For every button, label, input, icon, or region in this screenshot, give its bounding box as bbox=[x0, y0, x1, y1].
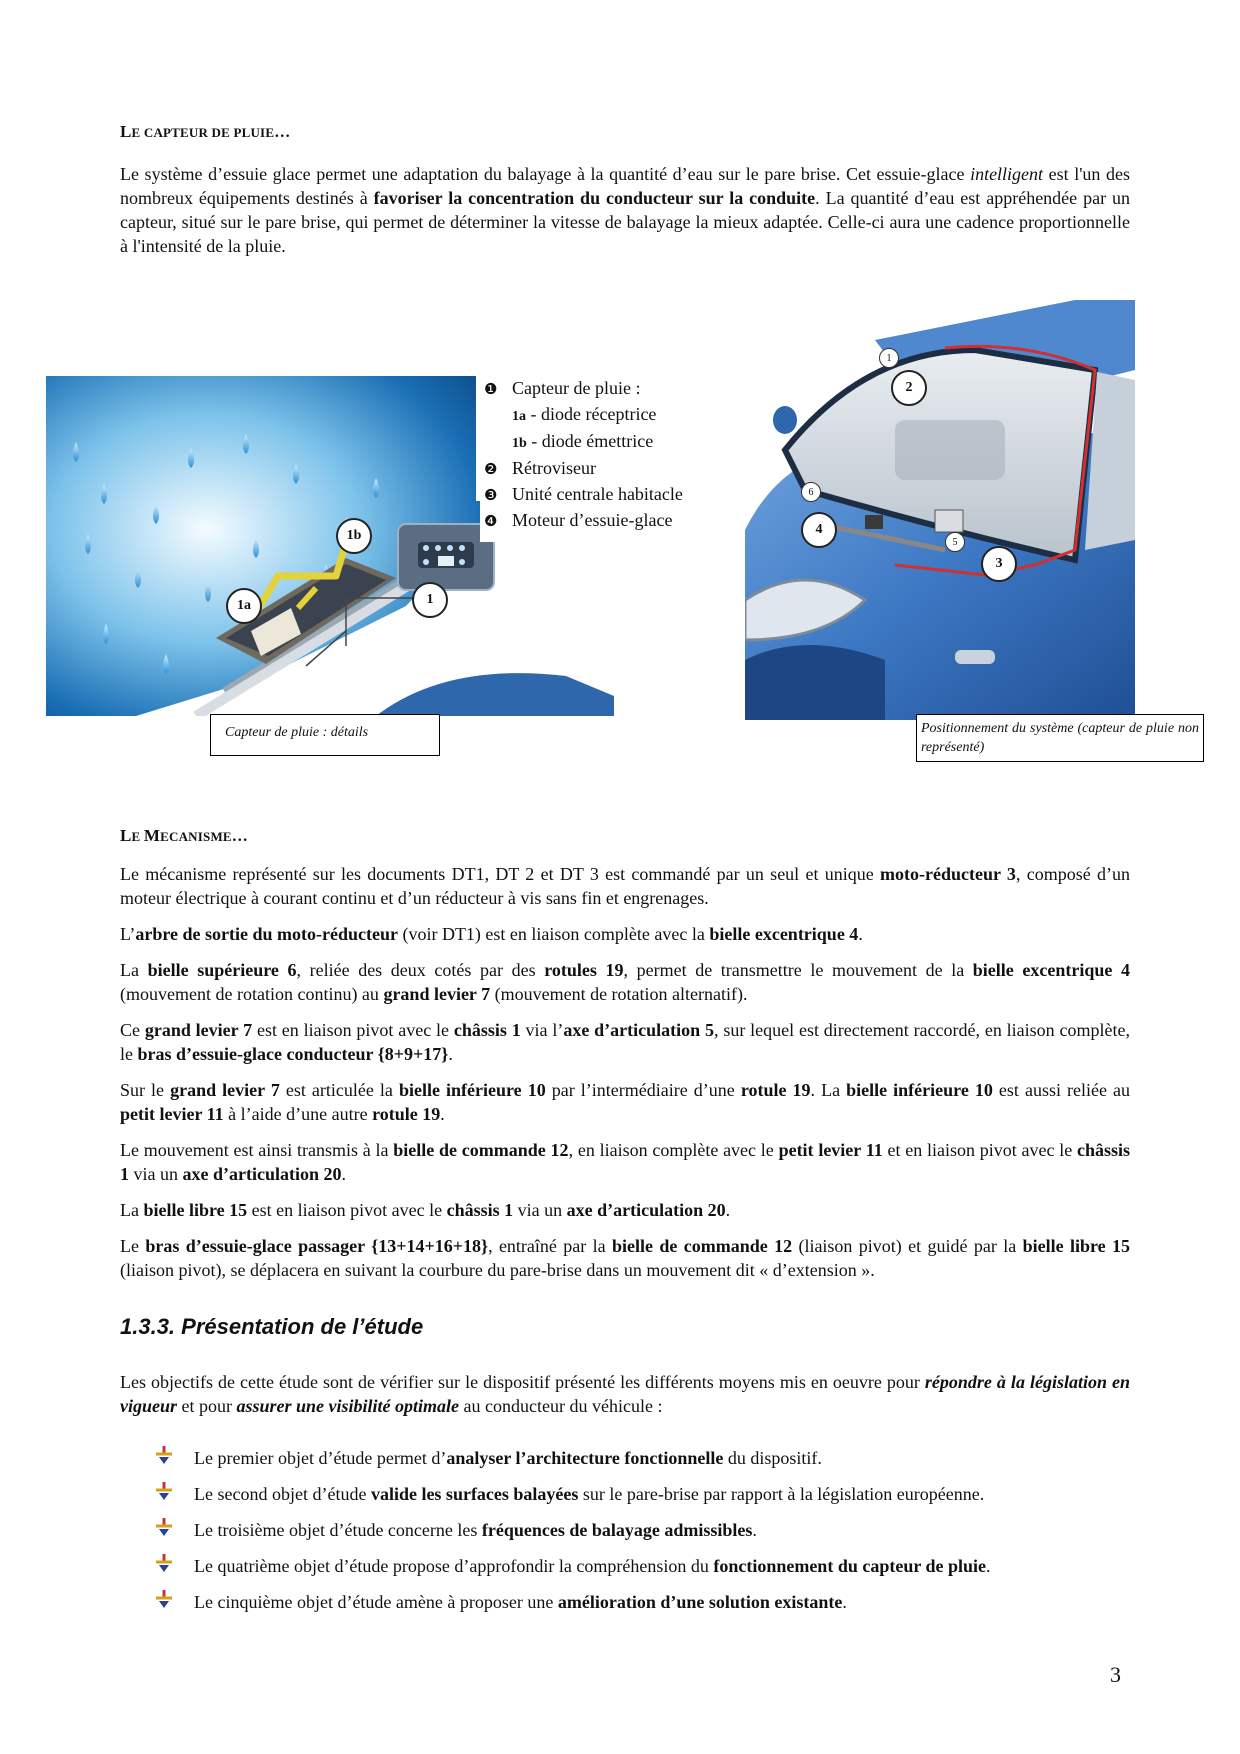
car-system-figure bbox=[745, 300, 1135, 720]
arrow-bullet-icon bbox=[156, 1482, 194, 1506]
callout-2: 2 bbox=[891, 370, 927, 406]
mechanism-paragraph: Le bras d’essuie-glace passager {13+14+16+18}, entraîné par la bielle de commande 12 (liaison pivot) et guidé par la bielle libre 15 (liaison pivot), se déplacera en suivant la courbure du pare-brise dans un mouvement dit « d’extension ». bbox=[120, 1236, 1130, 1280]
rain-sensor-intro: Le système d’essuie glace permet une adaptation du balayage à la quantité d’eau sur le pare brise. Cet essuie-glace intelligent est l'un des nombreux équipements destinés à favoriser la concentration du conducteur sur la conduite. La quantité d’eau est appréhendée par un capteur, situé sur le pare brise, qui permet de déterminer la vitesse de balayage la mieux adaptée. Celle-ci aura une cadence proportionnelle à l'intensité de la pluie. bbox=[120, 164, 1131, 256]
section-heading-rain-sensor: LE CAPTEUR DE PLUIE… bbox=[120, 122, 291, 141]
arrow-bullet-icon bbox=[156, 1518, 194, 1542]
list-item: Le premier objet d’étude permet d’analyser l’architecture fonctionnelle du dispositif. bbox=[156, 1446, 1136, 1470]
legend-sub-1a: 1a - diode réceptrice bbox=[512, 404, 657, 424]
mechanism-paragraph: La bielle libre 15 est en liaison pivot avec le châssis 1 via un axe d’articulation 20. bbox=[120, 1200, 731, 1220]
mechanism-paragraph: Ce grand levier 7 est en liaison pivot avec le châssis 1 via l’axe d’articulation 5, sur lequel est directement raccordé, en liaison complète, le bras d’essuie-glace conducteur {8+9+17}. bbox=[120, 1020, 1130, 1064]
section-heading-mechanism: LE MECANISME… bbox=[120, 826, 248, 845]
mechanism-paragraph: L’arbre de sortie du moto-réducteur (voir DT1) est en liaison complète avec la bielle excentrique 4. bbox=[120, 924, 863, 944]
figure-legend bbox=[480, 374, 754, 542]
arrow-bullet-icon bbox=[156, 1554, 194, 1578]
mechanism-description bbox=[120, 862, 1130, 1294]
legend-label-3: Unité centrale habitacle bbox=[512, 484, 683, 504]
list-item: Le quatrième objet d’étude propose d’approfondir la compréhension du fonctionnement du capteur de pluie. bbox=[156, 1554, 1136, 1578]
study-intro: Les objectifs de cette étude sont de vérifier sur le dispositif présenté les différents moyens mis en oeuvre pour répondre à la législation en vigueur et pour assurer une visibilité optimale au conducteur du véhicule : bbox=[120, 1372, 1130, 1416]
list-item: Le second objet d’étude valide les surfaces balayées sur le pare-brise par rapport à la législation européenne. bbox=[156, 1482, 1136, 1506]
legend-num-2: ❷ bbox=[484, 462, 498, 478]
caption-rain-sensor-details: Capteur de pluie : détails bbox=[210, 714, 440, 756]
callout-1a: 1a bbox=[226, 588, 262, 624]
list-item: Le cinquième objet d’étude amène à proposer une amélioration d’une solution existante. bbox=[156, 1590, 1136, 1614]
callout-small-1: 1 bbox=[879, 348, 899, 368]
section-title-study: 1.3.3. Présentation de l’étude bbox=[120, 1314, 424, 1339]
legend-sub-1b: 1b - diode émettrice bbox=[512, 431, 654, 451]
page-number: 3 bbox=[1110, 1662, 1121, 1687]
caption-system-position: Positionnement du système (capteur de pluie non représenté) bbox=[916, 714, 1204, 762]
legend-num-1: ❶ bbox=[484, 382, 498, 398]
legend-label-2: Rétroviseur bbox=[512, 458, 596, 478]
callout-small-6: 6 bbox=[801, 482, 821, 502]
callout-1b: 1b bbox=[336, 518, 372, 554]
mechanism-paragraph: Le mécanisme représenté sur les documents DT1, DT 2 et DT 3 est commandé par un seul et unique moto-réducteur 3, composé d’un moteur électrique à courant continu et d’un réducteur à vis sans fin et engrenages. bbox=[120, 864, 1130, 908]
callout-1: 1 bbox=[412, 582, 448, 618]
legend-label-1: Capteur de pluie : bbox=[512, 378, 641, 398]
callout-small-5: 5 bbox=[945, 532, 965, 552]
list-item: Le troisième objet d’étude concerne les fréquences de balayage admissibles. bbox=[156, 1518, 1136, 1542]
legend-label-4: Moteur d’essuie-glace bbox=[512, 510, 673, 530]
mechanism-paragraph: Sur le grand levier 7 est articulée la bielle inférieure 10 par l’intermédiaire d’une rotule 19. La bielle inférieure 10 est aussi reliée au petit levier 11 à l’aide d’une autre rotule 19. bbox=[120, 1080, 1130, 1124]
arrow-bullet-icon bbox=[156, 1446, 194, 1470]
mechanism-paragraph: La bielle supérieure 6, reliée des deux cotés par des rotules 19, permet de transmettre le mouvement de la bielle excentrique 4 (mouvement de rotation continu) au grand levier 7 (mouvement de rotation alternatif). bbox=[120, 960, 1130, 1004]
mechanism-paragraph: Le mouvement est ainsi transmis à la bielle de commande 12, en liaison complète avec le petit levier 11 et en liaison pivot avec le châssis 1 via un axe d’articulation 20. bbox=[120, 1140, 1131, 1184]
study-objectives-list bbox=[156, 1446, 1136, 1626]
callout-3: 3 bbox=[981, 546, 1017, 582]
arrow-bullet-icon bbox=[156, 1590, 194, 1614]
callout-4: 4 bbox=[801, 512, 837, 548]
legend-num-4: ❹ bbox=[484, 514, 498, 530]
legend-num-3: ❸ bbox=[484, 488, 498, 504]
car-illustration bbox=[745, 300, 1135, 720]
